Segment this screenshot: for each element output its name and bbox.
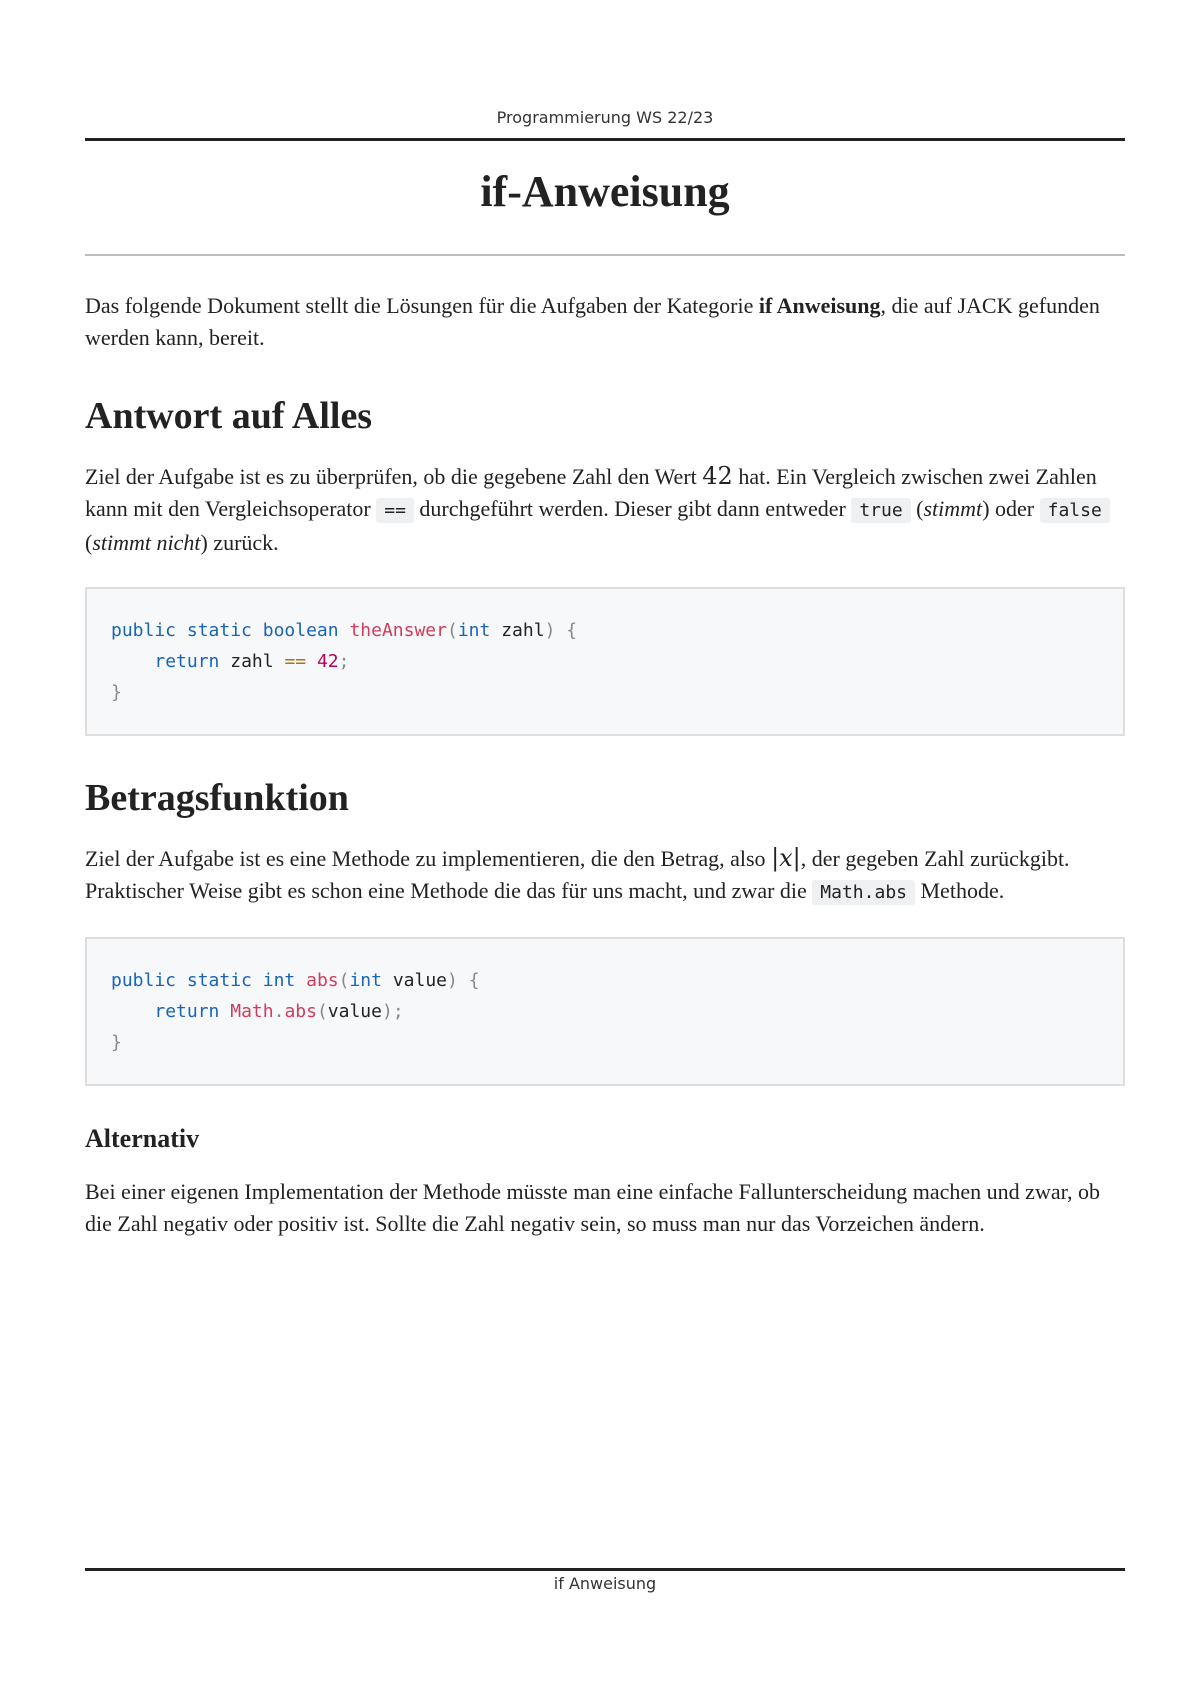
page-header: Programmierung WS 22/23 xyxy=(496,108,714,127)
code-token: ) xyxy=(544,620,556,641)
code-token: return xyxy=(154,1001,220,1022)
code-token: ; xyxy=(338,651,350,672)
code-token: ( xyxy=(316,1001,328,1022)
section3-paragraph: Bei einer eigenen Implementation der Methode müsste man eine einfache Fallunterscheidung machen und zwar, ob die Zahl negativ oder positiv ist. Sollte die Zahl negativ sein, so muss man nur das Vorzeichen ändern. xyxy=(85,1179,1101,1236)
inline-code-false: false xyxy=(1040,498,1110,523)
code-token: == xyxy=(284,651,307,672)
code-token: return xyxy=(154,651,220,672)
emphasis: stimmt xyxy=(923,496,983,521)
text: ( xyxy=(910,496,924,521)
code-block-abs xyxy=(85,937,1125,1086)
code-token: public xyxy=(111,970,177,991)
intro-paragraph xyxy=(85,290,1125,354)
text: ( xyxy=(85,530,93,555)
text: ) zurück. xyxy=(200,530,279,555)
code-token: } xyxy=(111,682,122,703)
code-token: public xyxy=(111,620,177,641)
code-token: . xyxy=(273,1001,285,1022)
code-token: value xyxy=(392,970,448,991)
header-rule xyxy=(85,138,1125,141)
intro-text-end: , die auf JACK gefunden werden kann, bereit. xyxy=(85,293,1100,350)
code-token: zahl xyxy=(501,620,545,641)
code-token: ( xyxy=(338,970,350,991)
code-token: { xyxy=(468,970,480,991)
code-token: int xyxy=(457,620,491,641)
code-token: static xyxy=(186,620,252,641)
code-token: ; xyxy=(392,1001,404,1022)
intro-bold-category: if Anweisung xyxy=(758,293,881,318)
inline-code-math-abs: Math.abs xyxy=(812,880,915,905)
page-footer: if Anweisung xyxy=(553,1574,657,1593)
document-body xyxy=(85,290,1125,1240)
code-token: { xyxy=(566,620,578,641)
document-title: if-Anweisung xyxy=(480,167,730,216)
inline-code-true: true xyxy=(851,498,910,523)
code-token: int xyxy=(262,970,296,991)
math-value: 42 xyxy=(702,462,733,490)
code-token: 42 xyxy=(316,651,339,672)
code-token: zahl xyxy=(230,651,274,672)
code-token: } xyxy=(111,1032,122,1053)
text: Methode. xyxy=(915,878,1005,903)
subsection-heading-alternativ: Alternativ xyxy=(85,1124,200,1153)
title-rule xyxy=(85,254,1125,256)
text: ) oder xyxy=(982,496,1040,521)
section2-paragraph xyxy=(85,842,1125,909)
code-token: static xyxy=(186,970,252,991)
code-token: ) xyxy=(381,1001,393,1022)
code-token: theAnswer xyxy=(349,620,447,641)
code-token: ) xyxy=(447,970,458,991)
inline-code-operator: == xyxy=(376,498,414,523)
text: Ziel der Aufgabe ist es eine Methode zu implementieren, die den Betrag, also xyxy=(85,846,772,871)
code-token: Math xyxy=(230,1001,274,1022)
code-token: int xyxy=(349,970,382,991)
code-token: value xyxy=(327,1001,382,1022)
text: durchgeführt werden. Dieser gibt dann entweder xyxy=(413,496,852,521)
math-absolute-value: |x| xyxy=(771,844,801,872)
text: , der gegeben Zahl zurückgibt. Praktischer Weise gibt es schon eine Methode die das für uns macht, und zwar die xyxy=(85,846,1070,903)
section-heading-betragsfunktion: Betragsfunktion xyxy=(85,777,349,819)
section1-paragraph xyxy=(85,460,1125,559)
text: Ziel der Aufgabe ist es zu überprüfen, ob die gegebene Zahl den Wert xyxy=(85,464,703,489)
code-block-theanswer xyxy=(85,587,1125,736)
emphasis: stimmt nicht xyxy=(92,530,201,555)
code-token: abs xyxy=(284,1001,317,1022)
code-token: boolean xyxy=(262,620,339,641)
section-heading-antwort: Antwort auf Alles xyxy=(85,395,373,437)
intro-text: Das folgende Dokument stellt die Lösungen für die Aufgaben der Kategorie xyxy=(85,293,759,318)
footer-rule xyxy=(85,1568,1125,1571)
code-token: abs xyxy=(306,970,339,991)
text: hat. Ein Vergleich zwischen zwei Zahlen kann mit den Vergleichsoperator xyxy=(85,464,1097,521)
code-token: ( xyxy=(447,620,458,641)
